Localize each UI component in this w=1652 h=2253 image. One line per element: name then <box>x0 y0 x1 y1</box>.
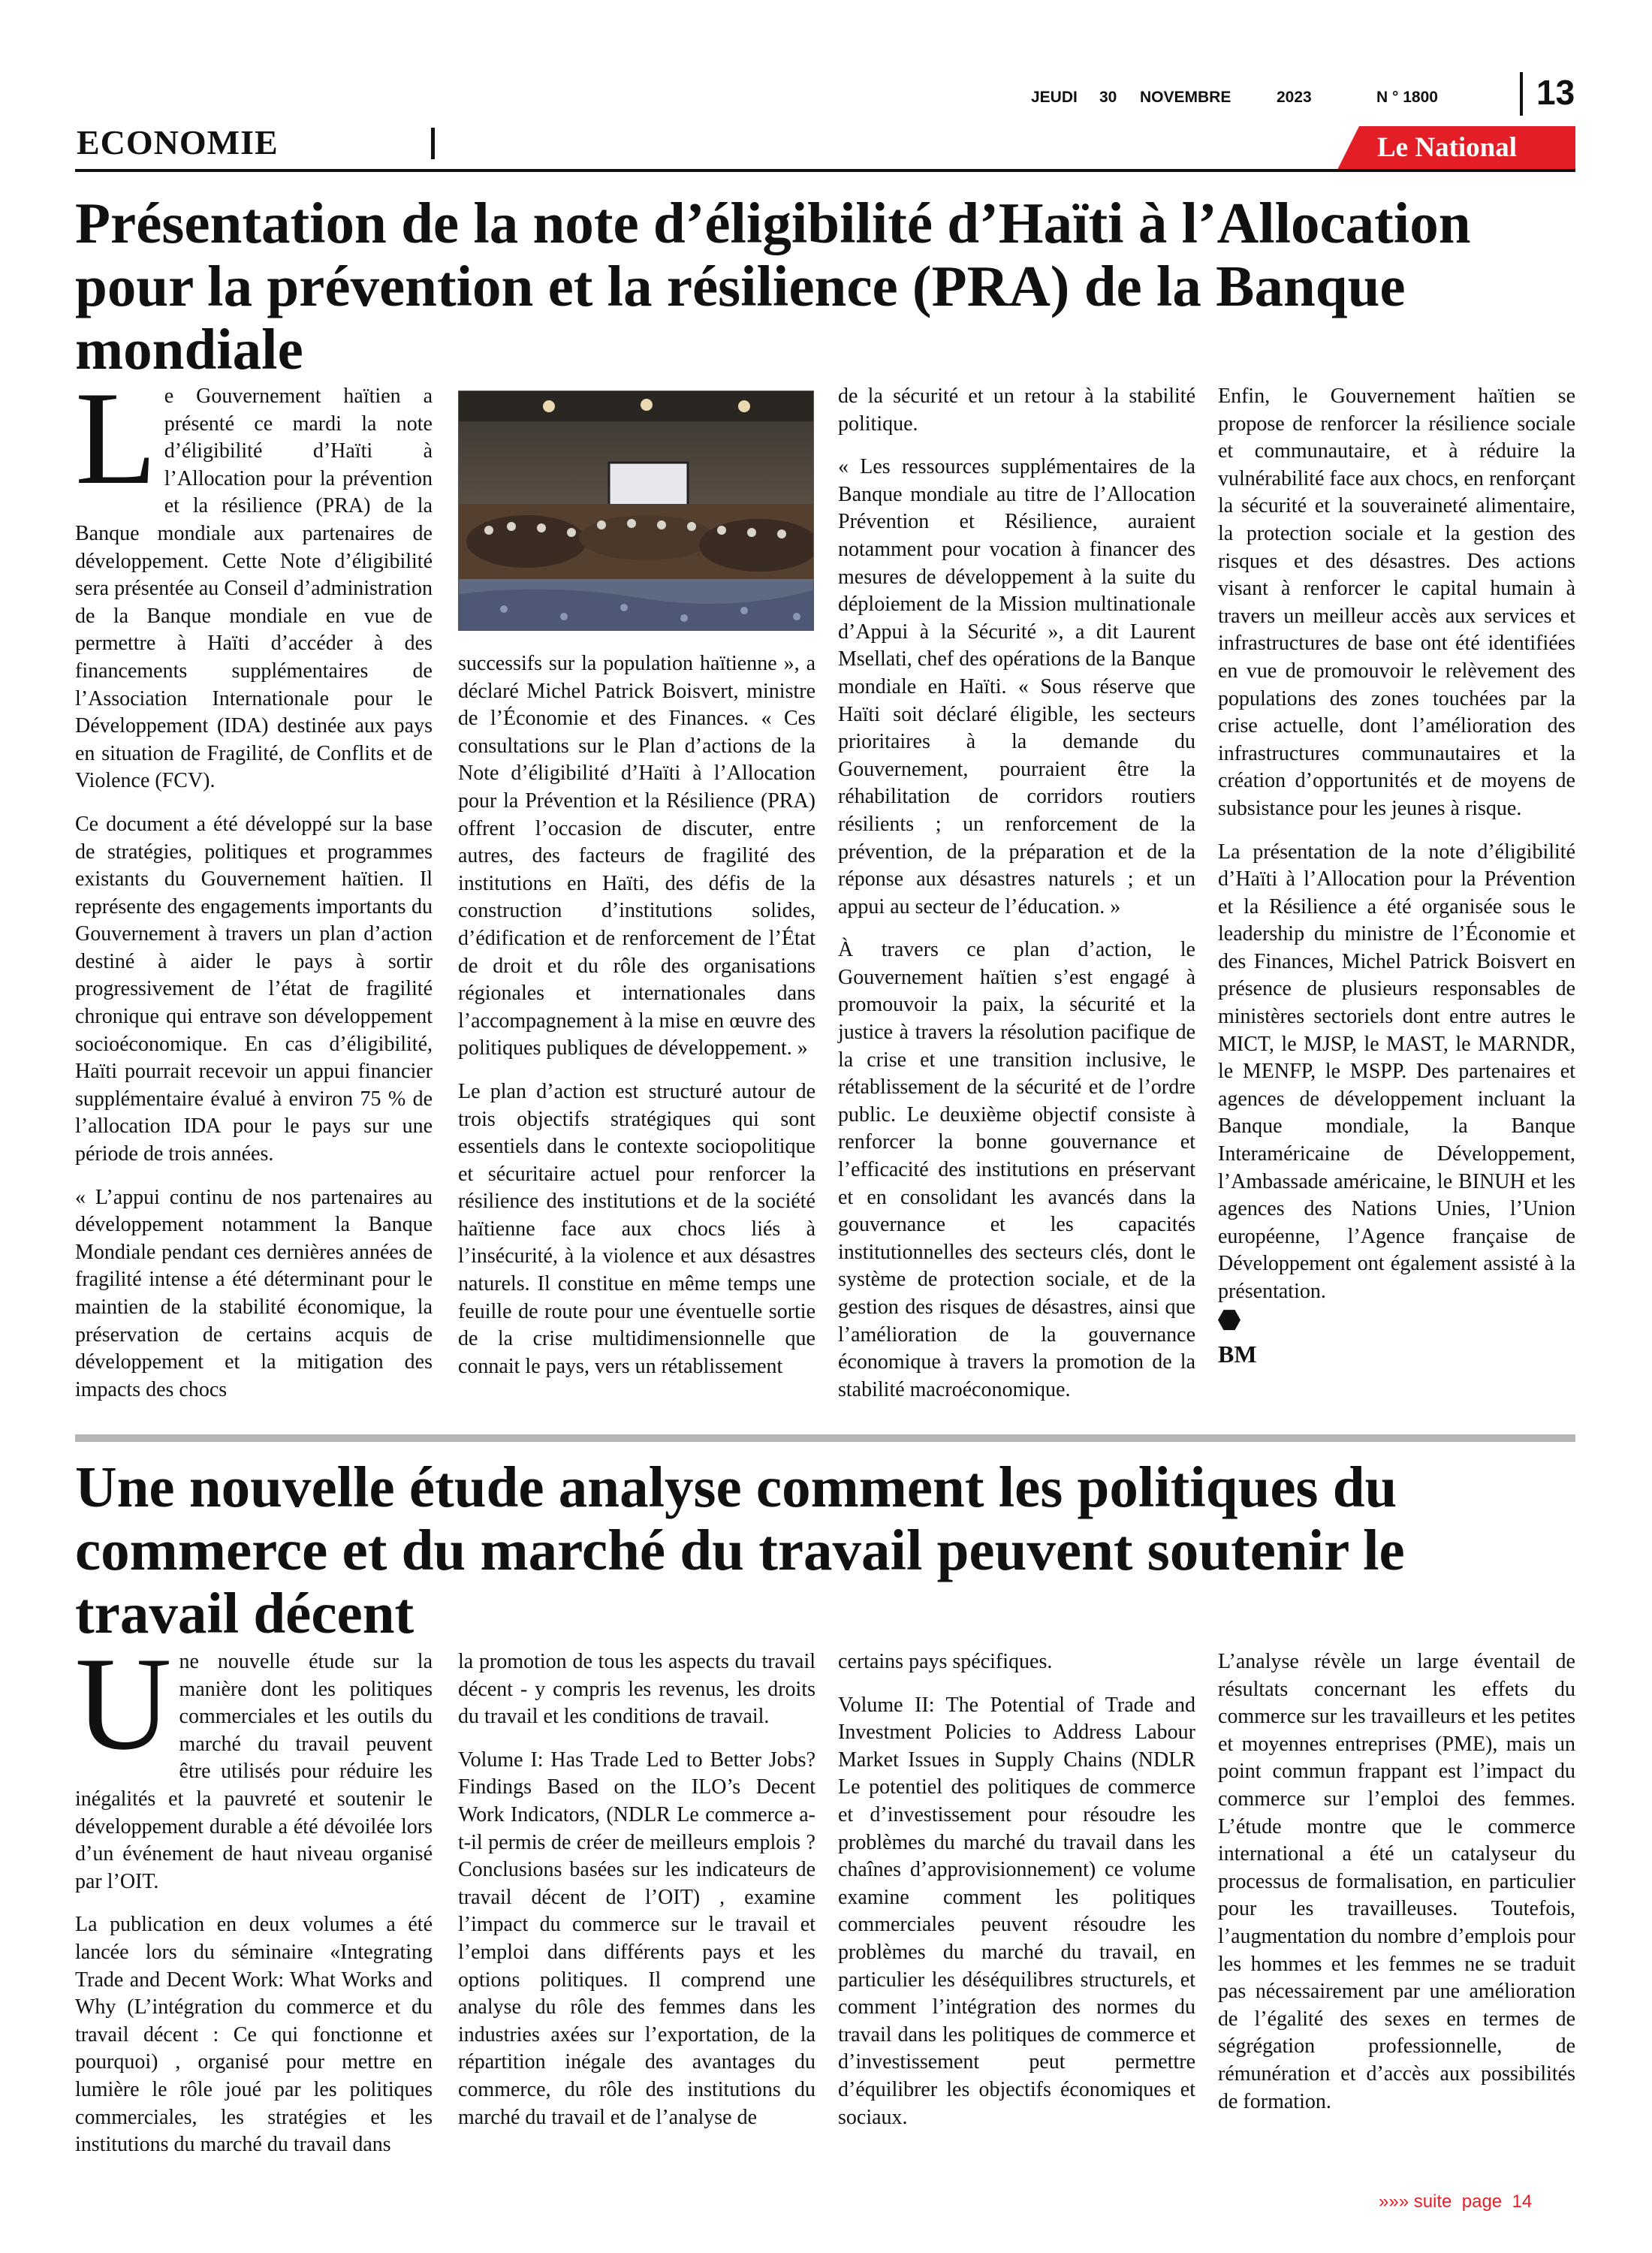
page-number-bar <box>1520 72 1523 116</box>
article1-signature: BM <box>1218 1340 1257 1368</box>
article2-paragraph: Volume II: The Potential of Trade and Investment Policies to Address Labour Market Issues in Supply Chains (NDLR Le potentiel des politiques de commerce et d’investissement pour résoudre les problèmes du marché du travail dans les chaînes d’approvisionnement) ce volume examine comment les politiques commerciales peuvent résoudre les problèmes du marché du travail, en particulier les déséquilibres structurels, et comment l’intégration des normes du travail dans les politiques de commerce et d’investissement peut permettre d’équilibrer les objectifs économiques et sociaux. <box>838 1693 1195 2129</box>
article1-paragraph: e Gouvernement haïtien a présenté ce mardi la note d’éligibilité d’Haïti à l’Allocation pour la prévention et la résilience (PRA) de la Banque mondiale aux partenaires de développement. Cette Note d’éligibilité sera présentée au Conseil d’administration de la Banque mondiale en vue de permettre à Haïti d’accéder à des financements supplémentaires de l’Association Internationale pour le Développement (IDA) destinée aux pays en situation de Fragilité, de Conflits et de Violence (FCV). <box>75 385 433 793</box>
header-year: 2023 <box>1277 89 1312 106</box>
article2-column-1 <box>75 1629 433 2175</box>
article1-dropcap: L <box>75 363 157 512</box>
section-divider <box>431 128 435 159</box>
article1-paragraph: À travers ce plan d’action, le Gouvernement haïtien s’est engagé à promouvoir la paix, la sécurité et la justice à travers la résolution pacifique de la crise et une transition inclusive, le rétablissement de la sécurité et de l’ordre public. Le deuxième objectif consiste à renforcer la bonne gouvernance et l’efficacité des institutions en préservant et en consolidant les avancés dans la gouvernance et les capacités institutionnelles des secteurs clés, dont le système de protection sociale, et de la gestion des risques de désastres, ainsi que l’amélioration de la gouvernance économique à travers la promotion de la stabilité macroéconomique. <box>838 938 1195 1401</box>
article2-paragraph: L’analyse révèle un large éventail de résultats concernant les effets du commerce sur les travailleurs et les petites et moyennes entreprises (PME), mais un point commun frappant est l’impact du commerce sur l’emploi des femmes. L’étude montre que le commerce international a été un catalyseur du processus de formalisation, en particulier pour les travailleuses. Toutefois, l’augmentation du nombre d’emplois pour les hommes et les femmes ne se traduit pas nécessairement par une amélioration de l’égalité des sexes en termes de ségrégation professionnelle, de rémunération et d’accès aux possibilités de formation. <box>1218 1650 1575 2113</box>
page-number: 13 <box>1536 73 1575 112</box>
article2-headline: Une nouvelle étude analyse comment les politiques du commerce et du marché du travail peuvent soutenir le travail décent <box>75 1455 1405 1645</box>
article1-paragraph: Ce document a été développé sur la base de stratégies, politiques et programmes existants du Gouvernement haïtien. Il représente des engagements importants du Gouvernement à travers un plan d’action destiné à aider le pays à sortir progressivement de l’état de fragilité chronique qui entrave son développement socioéconomique. En cas d’éligibilité, Haïti pourrait recevoir un appui financier supplémentaire évalué à environ 75 % de l’allocation IDA pour le pays sur une période de trois années. <box>75 812 433 1166</box>
conference-photo <box>458 391 814 631</box>
section-title: ECONOMIE <box>77 123 279 161</box>
article1-paragraph: de la sécurité et un retour à la stabilité politique. <box>838 385 1195 436</box>
article2-column-2 <box>458 1648 815 2147</box>
brand-label: Le National <box>1377 132 1518 163</box>
article2-column-3 <box>838 1648 1195 2147</box>
article-separator <box>75 1434 1575 1442</box>
header-rule <box>75 169 1575 172</box>
article2-paragraph: La publication en deux volumes a été lancée lors du séminaire «Integrating Trade and Decent Work: What Works and Why (L’intégration du commerce et du travail décent : Ce qui fonctionne et pourquoi) , organisé pour mettre en lumière le rôle joué par les politiques commerciales, les stratégies et les institutions du marché du travail dans <box>75 1913 433 2157</box>
article1-column-4 <box>1218 383 1575 1368</box>
article1-column-3 <box>838 383 1195 1419</box>
article1-headline: Présentation de la note d’éligibilité d’Haïti à l’Allocation pour la prévention et la résilience (PRA) de la Banque mondiale <box>75 191 1471 382</box>
header-day: JEUDI <box>1031 89 1078 106</box>
article1-paragraph: « Les ressources supplémentaires de la Banque mondiale au titre de l’Allocation Prévention et Résilience, auraient notamment pour vocation à financer des mesures de développement à la suite du déploiement de la Mission multinationale d’Appui à la Sécurité », a dit Laurent Msellati, chef des opérations de la Banque mondiale en Haïti. « Sous réserve que Haïti soit déclaré éligible, les secteurs prioritaires à la demande du Gouvernement, pourraient être la réhabilitation de corridors routiers résilients ; un renforcement de la prévention, de la préparation et de la réponse aux désastres naturels ; et un appui au secteur de l’éducation. » <box>838 455 1195 918</box>
article2-paragraph: certains pays spécifiques. <box>838 1650 1053 1673</box>
article2-paragraph: ne nouvelle étude sur la manière dont les politiques commerciales et les outils du marché du travail peuvent être utilisés pour réduire les inégalités et la pauvreté et soutenir le développement durable a été dévoilée lors d’un événement de haut niveau organisé par l’OIT. <box>75 1650 433 1893</box>
article1-paragraph: La présentation de la note d’éligibilité d’Haïti à l’Allocation pour la Prévention et la Résilience a été organisée sous le leadership du ministre de l’Économie et des Finances, Michel Patrick Boisvert en présence de plusieurs responsables de ministères sectoriels dont entre autres le MICT, le MJSP, le MAST, le MARNDR, le MENFP, le MSPP. Des partenaires et agences de développement incluant la Banque mondiale, la Banque Interaméricaine de Développement, l’Ambassade américaine, le BINUH et les agences des Nations Unies, l’Union européenne, l’Agence française de Développement ont également assisté à la présentation. <box>1218 840 1575 1303</box>
header-date: 30 <box>1099 89 1117 106</box>
article2-column-4 <box>1218 1648 1575 2131</box>
issue-number: N ° 1800 <box>1376 89 1438 106</box>
article1-paragraph: « L’appui continu de nos partenaires au développement notamment la Banque Mondiale pendant ces dernières années de fragilité intense a été déterminant pour le maintien de la stabilité économique, la préservation de certains acquis de développement et la mitigation des impacts des chocs <box>75 1185 433 1401</box>
continuation-link[interactable]: »»» suite page 14 <box>1379 2191 1533 2212</box>
article1-paragraph: successifs sur la population haïtienne », a déclaré Michel Patrick Boisvert, ministre de l’Économie et des Finances. « Ces consultations sur le Plan d’actions de la Note d’éligibilité d’Haïti à l’Allocation pour la Prévention et la Résilience (PRA) offrent l’occasion de discuter, entre autres, des facteurs de fragilité des institutions en Haïti, des défis de la construction d’institutions solides, d’édification et de renforcement de l’État de droit et du rôle des organisations régionales et internationales dans l’accompagnement à la mise en œuvre des politiques publiques de développement. » <box>458 652 815 1060</box>
article1-column-1 <box>75 363 433 1419</box>
article2-paragraph: Volume I: Has Trade Led to Better Jobs? Findings Based on the ILO’s Decent Work Indicators, (NDLR Le commerce a-t-il permis de créer de meilleurs emplois ? Conclusions basées sur les indicateurs de travail décent de l’OIT) , examine l’impact du commerce sur le travail et l’emploi dans différents pays et les options politiques. Il comprend une analyse du rôle des femmes dans les industries axées sur l’exportation, de la répartition inégale des avantages du commerce, du rôle des institutions du marché du travail et de l’analyse de <box>458 1748 815 2129</box>
header-month: NOVEMBRE <box>1140 89 1231 106</box>
end-mark-icon <box>1218 1309 1241 1332</box>
article2-dropcap: U <box>75 1629 172 1778</box>
article1-paragraph: Le plan d’action est structuré autour de trois objectifs stratégiques qui sont essentiels dans le contexte sociopolitique et sécuritaire actuel pour renforcer la résilience des institutions et de la société haïtienne face aux chocs liés à l’insécurité, à la violence et aux désastres naturels. Il constitue en même temps une feuille de route pour une éventuelle sortie de la crise multidimensionnelle que connait le pays, vers un rétablissement <box>458 1079 815 1378</box>
article1-column-2 <box>458 391 815 1396</box>
article2-paragraph: la promotion de tous les aspects du travail décent - y compris les revenus, les droits du travail et les conditions de travail. <box>458 1650 815 1729</box>
article1-paragraph: Enfin, le Gouvernement haïtien se propose de renforcer la résilience sociale et communautaire, et à réduire la vulnérabilité face aux chocs, en renforçant la sécurité et la souveraineté alimentaire, la protection sociale et la gestion des risques et des désastres. Des actions visant à renforcer le capital humain à travers un meilleur accès aux services et infrastructures de base ont été identifiées en vue de promouvoir le relèvement des populations des zones touchées par la crise actuelle, dont l’amélioration des infrastructures communautaires et la création d’opportunités et de moyens de subsistance pour les jeunes à risque. <box>1218 385 1575 820</box>
